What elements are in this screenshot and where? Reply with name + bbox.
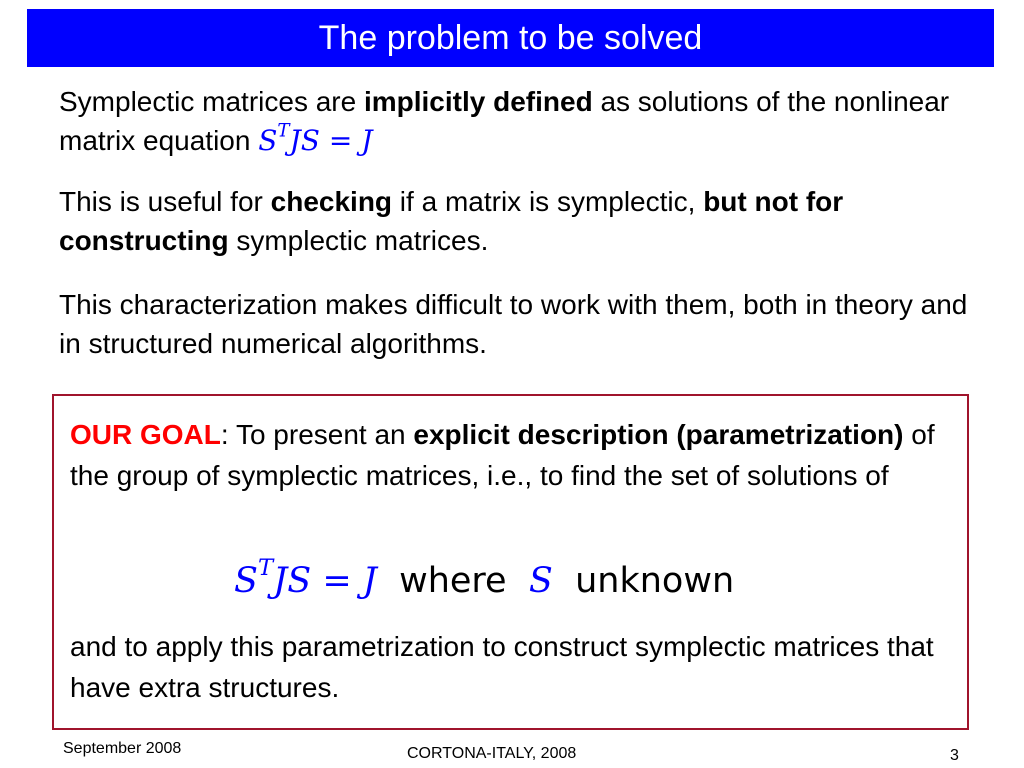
display-equation [234,554,735,601]
p1-text-b: as solutions of the nonlinear matrix equation [59,86,950,156]
deq-s2: S [287,561,312,601]
goal-text-2: of the group of symplectic matrices, i.e., to find the set of solutions of [70,419,935,491]
deq-s: S [234,561,258,601]
footer-page-number: 3 [950,747,959,764]
deq-s3: S [528,561,553,601]
intro-paragraph-1 [59,82,979,160]
intro-paragraph-2 [59,182,979,260]
slide-title-bar [27,9,994,67]
deq-unknown: unknown [575,561,735,601]
goal-box [52,394,969,730]
deq-j2: J [362,561,377,601]
goal-paragraph-2: and to apply this parametrization to construct symplectic matrices that have extra structures. [70,631,934,703]
deq-equals: = [322,561,352,601]
footer-date: September 2008 [63,740,182,757]
goal-bold: explicit description (parametrization) [413,419,904,450]
inline-equation [258,120,373,157]
p2-text-c: symplectic matrices. [228,225,489,256]
eq-equals: = [328,124,353,157]
eq-j2: J [361,124,373,157]
p2-bold-1: checking [270,186,393,217]
eq-s: S [258,124,278,157]
goal-text-1: : To present an [220,419,414,450]
deq-t: T [257,554,274,581]
footer-venue: CORTONA-ITALY, 2008 [407,745,577,762]
deq-j: J [273,561,288,601]
eq-t: T [277,120,290,142]
deq-where: where [399,561,507,601]
goal-label: OUR GOAL [70,419,221,450]
p1-text-a: Symplectic matrices are [59,86,364,117]
eq-j: J [289,124,301,157]
p2-bold-2: but not for constructing [59,186,844,256]
p2-text-a: This is useful for [59,186,271,217]
p2-text-b: if a matrix is symplectic, [392,186,704,217]
slide-title: The problem to be solved [318,18,703,57]
eq-s2: S [300,124,320,157]
goal-paragraph [70,414,955,496]
intro-paragraph-3: This characterization makes difficult to work with them, both in theory and in structured numerical algorithms. [59,289,968,359]
p1-bold: implicitly defined [363,86,593,117]
